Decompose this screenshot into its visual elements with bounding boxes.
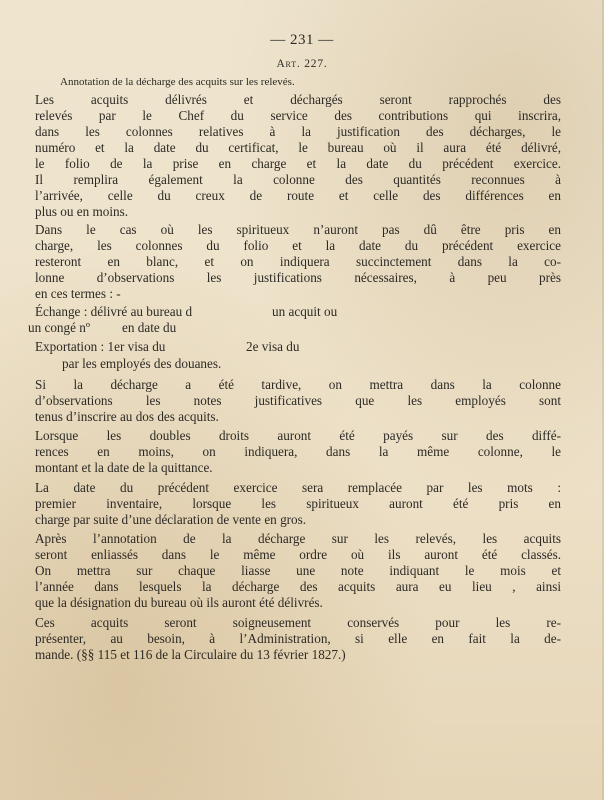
paragraph-5-line-2: premier inventaire, lorsque les spiritueux auront été pris en <box>35 496 561 511</box>
paragraph-5-line-3: charge par suite d’une déclaration de vente en gros. <box>35 512 307 527</box>
article-subtitle: Annotation de la décharge des acquits sur les relevés. <box>60 76 295 88</box>
page-number: — 231 — <box>270 32 334 48</box>
paragraph-1-line-5: le folio de la prise en charge et la date du précédent exercice. <box>35 156 561 171</box>
paragraph-7-line-3: mande. (§§ 115 et 116 de la Circulaire du 13 février 1827.) <box>35 647 346 662</box>
paragraph-1-line-1: Les acquits délivrés et déchargés seront rapprochés des <box>35 92 561 107</box>
export-right-line: 2e visa du <box>246 339 300 354</box>
export-line-2: par les employés des douanes. <box>62 356 222 371</box>
exchange-right-line-1: un acquit ou <box>272 304 338 319</box>
exchange-left-line-1: Échange : délivré au bureau d <box>35 304 193 319</box>
paragraph-5-line-1: La date du précédent exercice sera remplacée par les mots : <box>35 480 561 495</box>
paragraph-1-line-8: plus ou en moins. <box>35 204 129 219</box>
exchange-mid-line-2: en date du <box>122 320 177 335</box>
paragraph-6-line-3: On mettra sur chaque liasse une note indiquant le mois et <box>35 563 561 578</box>
paragraph-6-line-2: seront enliassés dans le même ordre où ils auront été classés. <box>35 547 561 562</box>
paragraph-1-line-4: numéro et la date du certificat, le bureau où il aura été délivré, <box>35 140 561 155</box>
paragraph-2-line-4: lonne d’observations les justifications nécessaires, à peu près <box>35 270 561 285</box>
paragraph-6-line-5: que la désignation du bureau où ils auront été délivrés. <box>35 595 323 610</box>
paragraph-1-line-3: dans les colonnes relatives à la justification des décharges, le <box>35 124 561 139</box>
paragraph-3-line-1: Si la décharge a été tardive, on mettra dans la colonne <box>35 377 561 392</box>
paragraph-6-line-1: Après l’annotation de la décharge sur les relevés, les acquits <box>35 531 561 546</box>
paragraph-2-line-5: en ces termes : - <box>35 286 121 301</box>
paragraph-2-line-1: Dans le cas où les spiritueux n’auront pas dû être pris en <box>35 222 561 237</box>
paragraph-1-line-7: l’arrivée, celle du creux de route et celle des différences en <box>35 188 561 203</box>
article-title: Art. 227. <box>276 58 328 70</box>
paragraph-4-line-3: montant et la date de la quittance. <box>35 460 213 475</box>
paragraph-1-line-6: Il remplira également la colonne des quantités reconnues à <box>35 172 561 187</box>
paragraph-2-line-2: charge, les colonnes du folio et la date du précédent exercice <box>35 238 561 253</box>
paragraph-7-line-1: Ces acquits seront soigneusement conservés pour les re- <box>35 615 561 630</box>
paragraph-3-line-3: tenus d’inscrire au dos des acquits. <box>35 409 219 424</box>
paragraph-1-line-2: relevés par le Chef du service des contributions qui inscrira, <box>35 108 561 123</box>
paragraph-3-line-2: d’observations les notes justificatives que les employés sont <box>35 393 561 408</box>
paragraph-4-line-2: rences en moins, on indiquera, dans la même colonne, le <box>35 444 561 459</box>
paragraph-2-line-3: resteront en blanc, et on indiquera succinctement dans la co- <box>35 254 561 269</box>
export-left-line: Exportation : 1er visa du <box>35 339 166 354</box>
paragraph-4-line-1: Lorsque les doubles droits auront été payés sur des diffé- <box>35 428 561 443</box>
exchange-left-line-2: un congé nº <box>28 320 90 335</box>
paragraph-6-line-4: l’année dans lesquels la décharge des acquits aura eu lieu , ainsi <box>35 579 561 594</box>
paragraph-7-line-2: présenter, au besoin, à l’Administration, si elle en fait la de- <box>35 631 561 646</box>
